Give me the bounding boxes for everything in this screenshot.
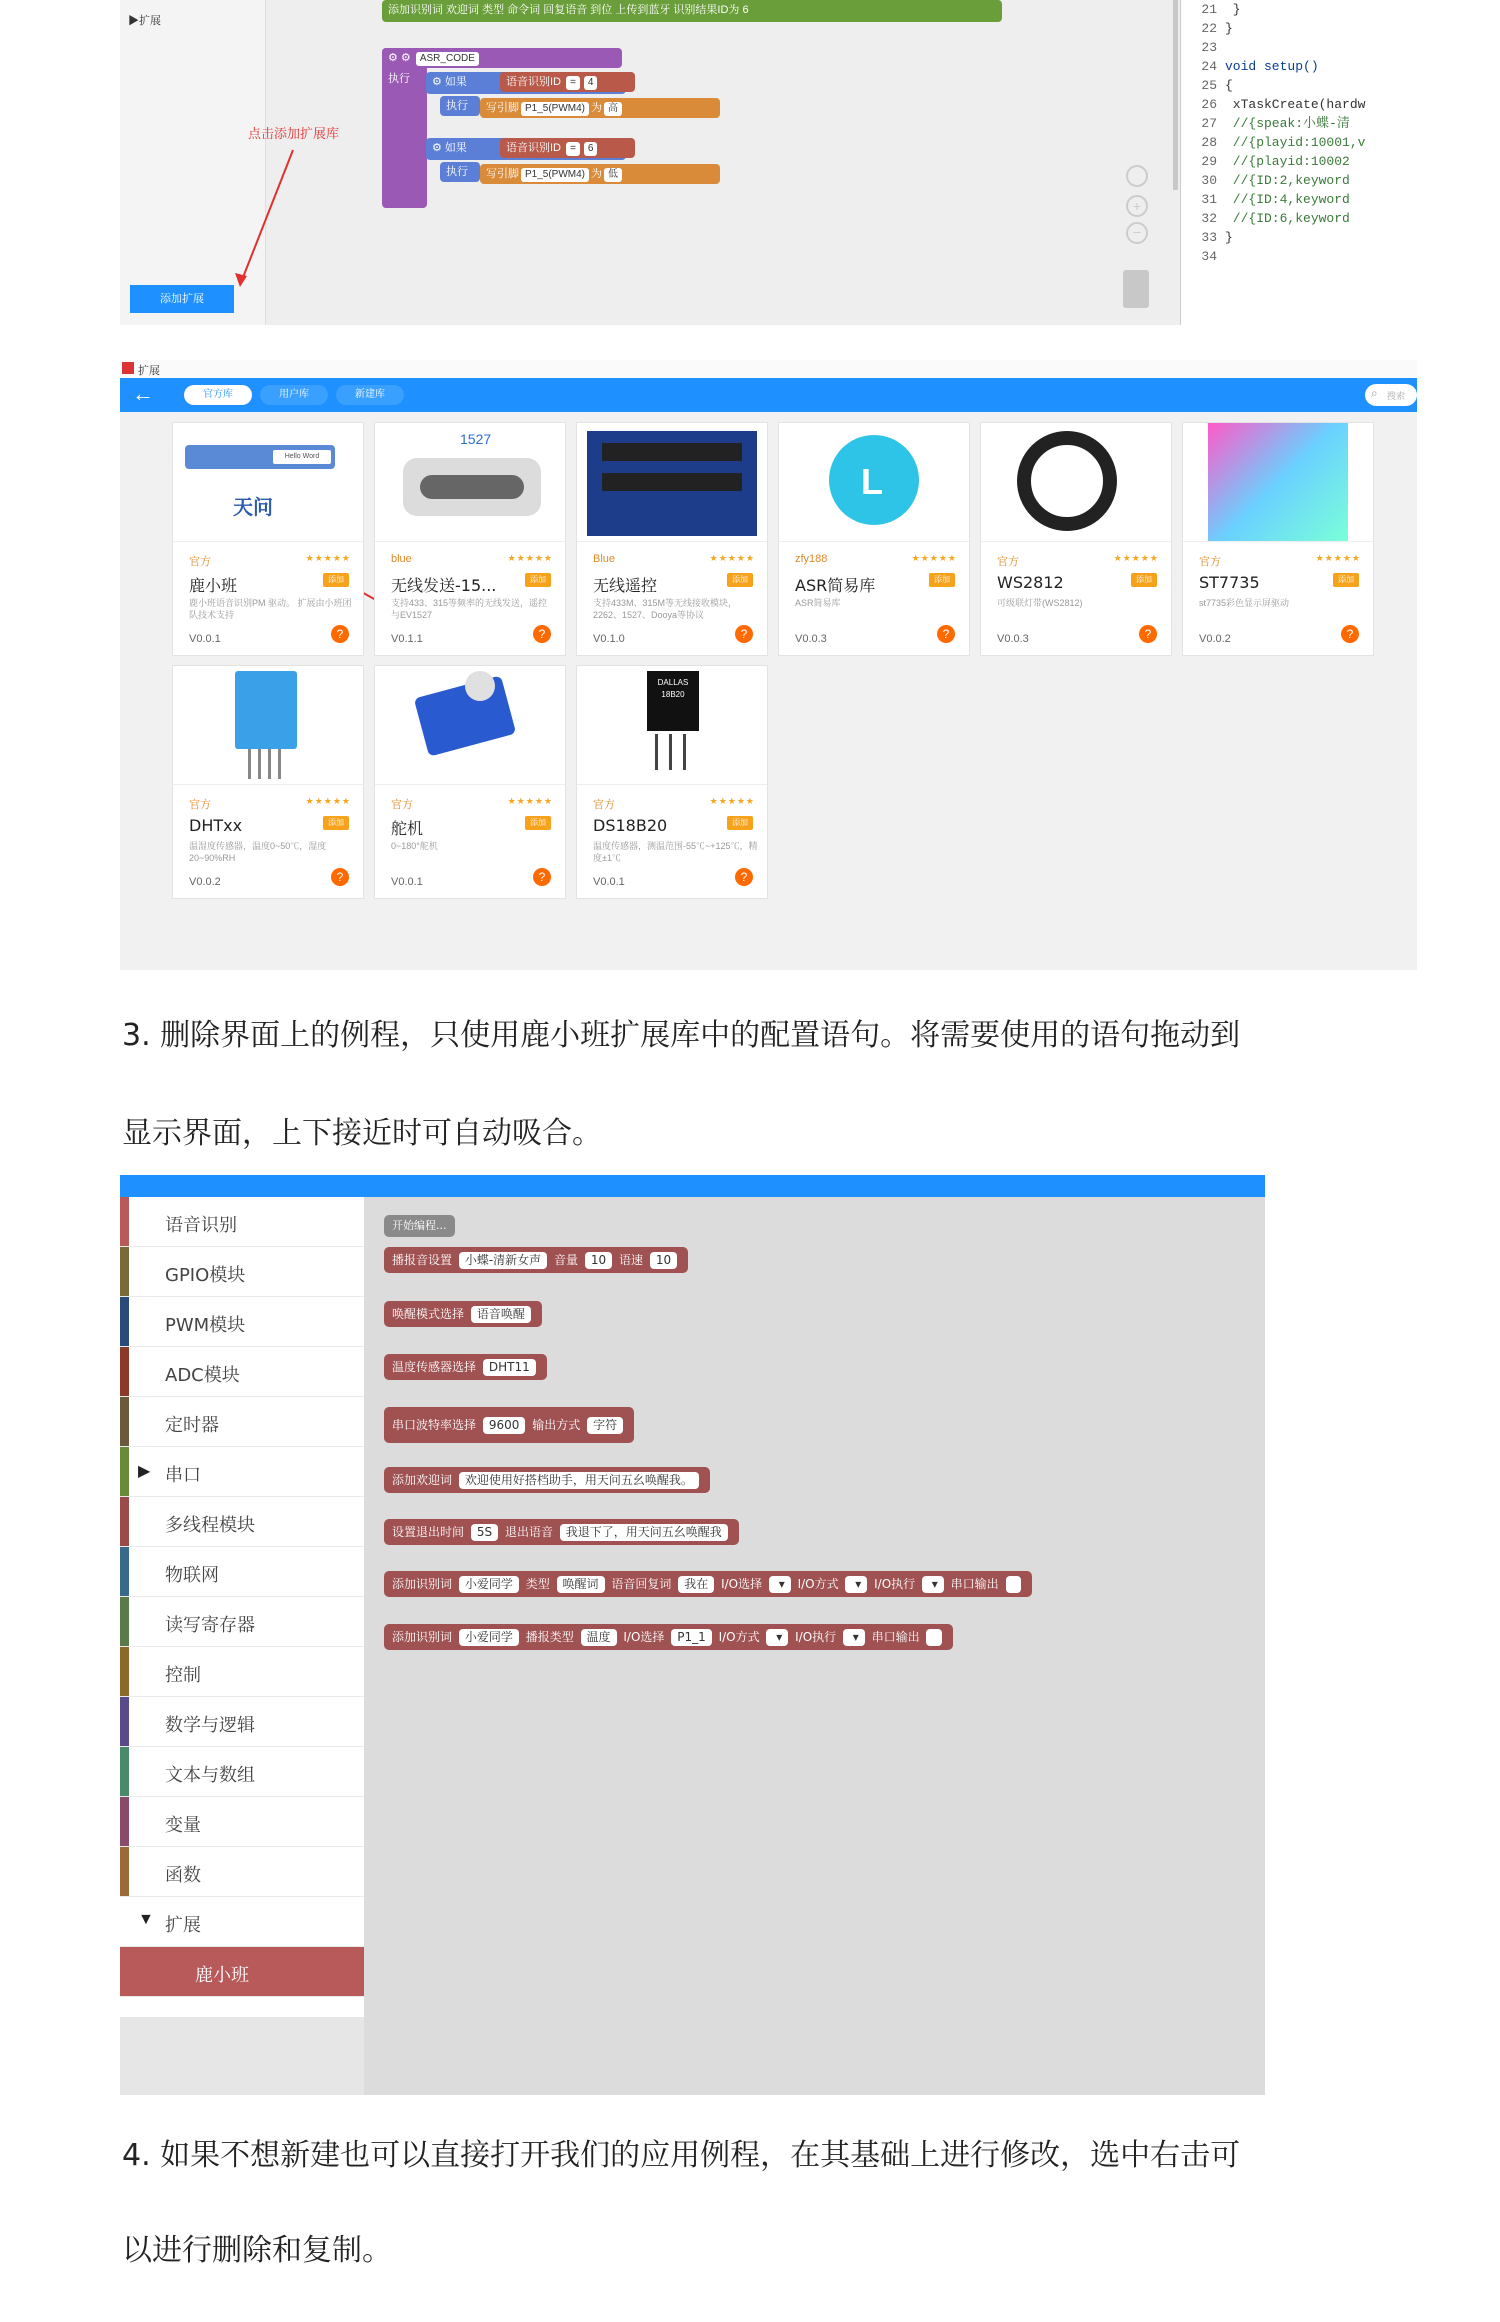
workspace-scrollbar[interactable] (1173, 0, 1178, 190)
category-item[interactable] (120, 1347, 364, 1397)
expand-arrow-icon[interactable]: ▼ (138, 1911, 154, 1928)
line-number: 23 (1201, 40, 1217, 55)
card-add-button[interactable]: 添加 (323, 816, 349, 830)
code-line[interactable] (1181, 133, 1417, 152)
wake-mode-block[interactable]: 唤醒模式选择 语音唤醒 (384, 1301, 542, 1327)
type-select-2[interactable]: 温度 (581, 1629, 617, 1646)
category-label: 定时器 (165, 1415, 219, 1436)
rating-stars-icon: ★★★★★ (709, 796, 755, 806)
extension-card-dhtxx[interactable] (172, 665, 364, 899)
code-text: //{ID:6,keyword (1225, 211, 1350, 226)
top-green-block[interactable]: 添加识别词 欢迎词 类型 命令词 回复语音 到位 上传到蓝牙 识别结果ID为 6 (382, 0, 1002, 22)
volume-select[interactable]: 10 (585, 1252, 612, 1269)
card-source: 官方 (391, 799, 413, 811)
category-label: 函数 (165, 1865, 201, 1886)
card-image (1183, 423, 1373, 542)
ext-title: 扩展 (138, 365, 160, 377)
help-icon[interactable]: ? (937, 625, 955, 643)
speed-select[interactable]: 10 (650, 1252, 677, 1269)
rating-stars-icon: ★★★★★ (911, 553, 957, 563)
back-arrow-icon[interactable]: ← (132, 381, 154, 406)
category-item[interactable] (120, 1697, 364, 1747)
category-color-bar (120, 1247, 129, 1296)
io-mode-select-1[interactable]: ▾ (845, 1576, 867, 1593)
serial-checkbox-2[interactable] (926, 1629, 942, 1646)
collapse-arrow-icon[interactable]: ▶ (138, 1463, 151, 1480)
line-number: 29 (1201, 154, 1217, 169)
help-icon[interactable]: ? (331, 868, 349, 886)
code-text: } (1225, 230, 1233, 245)
io-exec-select-2[interactable]: ▾ (843, 1629, 865, 1646)
editor-top-bar (120, 1175, 1265, 1197)
card-image-text: L (861, 461, 883, 502)
step3-line2: 显示界面，上下接近时可自动吸合。 (122, 1116, 602, 1151)
category-color-bar (120, 1397, 129, 1446)
card-name: DS18B20 (593, 816, 668, 835)
sidebar-ext-label[interactable]: ▶扩展 (128, 15, 161, 27)
code-text: } (1225, 21, 1233, 36)
rating-stars-icon: ★★★★★ (1113, 553, 1159, 563)
help-icon[interactable]: ? (735, 625, 753, 643)
output-mode-select[interactable]: 字符 (587, 1417, 623, 1434)
card-add-button[interactable]: 添加 (929, 573, 955, 587)
line-number: 27 (1201, 116, 1217, 131)
rating-stars-icon: ★★★★★ (507, 796, 553, 806)
exec-label: 执行 (388, 73, 410, 85)
welcome-word-block[interactable]: 添加欢迎词 欢迎使用好搭档助手，用天问五幺唤醒我。 (384, 1467, 710, 1493)
extension-card-wireless-send[interactable] (374, 422, 566, 656)
card-version: V0.1.0 (593, 633, 625, 645)
card-source: 官方 (189, 799, 211, 811)
category-list (120, 1197, 364, 2017)
card-version: V0.1.1 (391, 633, 423, 645)
temp-sensor-block[interactable]: 温度传感器选择 DHT11 (384, 1354, 547, 1380)
extension-card-wireless-remote[interactable] (576, 422, 768, 656)
code-line[interactable] (1181, 76, 1417, 95)
if-block-2[interactable]: ⚙ 如果 (426, 138, 626, 160)
card-source: 官方 (593, 799, 615, 811)
code-line[interactable] (1181, 57, 1417, 76)
category-item[interactable] (120, 1647, 364, 1697)
recognition-word-block-2[interactable]: 添加识别词 小爱同学 播报类型 温度 I/O选择 P1_1 I/O方式 ▾ I/O执行 ▾ 串口输出 (384, 1624, 953, 1650)
category-label: 数学与逻辑 (165, 1715, 255, 1736)
card-image-text: Hello Word (273, 450, 331, 464)
card-image (173, 666, 363, 785)
extension-card-luxiaoban[interactable] (172, 422, 364, 656)
line-number: 30 (1201, 173, 1217, 188)
code-text: //{ID:4,keyword (1225, 192, 1350, 207)
category-item[interactable] (120, 1847, 364, 1897)
extension-card-servo[interactable] (374, 665, 566, 899)
card-version: V0.0.2 (1199, 633, 1231, 645)
io-exec-select-1[interactable]: ▾ (922, 1576, 944, 1593)
line-number: 26 (1201, 97, 1217, 112)
category-color-bar (120, 1697, 129, 1746)
code-line[interactable] (1181, 171, 1417, 190)
category-label: GPIO模块 (165, 1265, 246, 1286)
category-label: 变量 (165, 1815, 201, 1836)
serial-checkbox-1[interactable] (1006, 1576, 1022, 1593)
code-text: { (1225, 78, 1233, 93)
help-icon[interactable]: ? (1139, 625, 1157, 643)
card-description: 温度传感器，测温范围-55℃~+125℃，精度±1℃ (593, 841, 758, 863)
step3-line1: 3. 删除界面上的例程，只使用鹿小班扩展库中的配置语句。将需要使用的语句拖动到 (122, 1018, 1241, 1053)
category-color-bar (120, 1847, 129, 1896)
card-source: 官方 (189, 556, 211, 568)
card-add-button[interactable]: 添加 (525, 816, 551, 830)
ext-title-bar (120, 360, 1417, 378)
line-number: 31 (1201, 192, 1217, 207)
code-text: void setup() (1225, 59, 1319, 74)
category-color-bar (120, 1547, 129, 1596)
tab-user[interactable]: 用户库 (260, 385, 328, 405)
card-image (577, 423, 767, 542)
extension-card-st7735[interactable] (1182, 422, 1374, 656)
block-editor-panel (120, 1175, 1265, 2095)
reply-input[interactable]: 我在 (678, 1576, 714, 1593)
card-version: V0.0.1 (593, 876, 625, 888)
category-item[interactable] (120, 1197, 364, 1247)
card-add-button[interactable]: 添加 (323, 573, 349, 587)
category-label: 串口 (165, 1465, 201, 1486)
help-icon[interactable]: ? (533, 868, 551, 886)
io-select-2[interactable]: P1_1 (671, 1629, 712, 1646)
card-version: V0.0.1 (391, 876, 423, 888)
step4-line2: 以进行删除和复制。 (122, 2233, 392, 2268)
code-text: //{speak:小蝶-清 (1225, 116, 1350, 131)
category-color-bar (120, 1197, 129, 1246)
card-name: 无线发送-15... (391, 576, 497, 595)
line-number: 21 (1201, 2, 1217, 17)
exit-time-select[interactable]: 5S (471, 1524, 498, 1541)
voice-setting-block[interactable]: 播报音设置 小蝶-清新女声 音量 10 语速 10 (384, 1247, 688, 1273)
block-workspace (364, 1197, 1265, 2095)
card-add-button[interactable]: 添加 (1333, 573, 1359, 587)
rating-stars-icon: ★★★★★ (305, 553, 351, 563)
code-line[interactable] (1181, 114, 1417, 133)
category-item[interactable] (120, 1297, 364, 1347)
card-version: V0.0.3 (997, 633, 1029, 645)
step4-line1: 4. 如果不想新建也可以直接打开我们的应用例程，在其基础上进行修改，选中右击可 (122, 2138, 1241, 2173)
card-source: 官方 (997, 556, 1019, 568)
line-number: 22 (1201, 21, 1217, 36)
category-label: 控制 (165, 1665, 201, 1686)
code-text: //{playid:10002 (1225, 154, 1350, 169)
code-text: //{ID:2,keyword (1225, 173, 1350, 188)
rating-stars-icon: ★★★★★ (305, 796, 351, 806)
card-add-button[interactable]: 添加 (727, 573, 753, 587)
card-source: Blue (593, 553, 616, 565)
line-number: 24 (1201, 59, 1217, 74)
card-name: DHTxx (189, 816, 243, 835)
temp-sensor-select[interactable]: DHT11 (483, 1359, 536, 1376)
card-source: 官方 (1199, 556, 1221, 568)
category-item[interactable] (120, 1797, 364, 1847)
category-item[interactable] (120, 1747, 364, 1797)
card-image (375, 423, 565, 542)
add-extension-callout: 点击添加扩展库 (248, 126, 340, 141)
recenter-icon[interactable] (1126, 165, 1148, 187)
line-number: 25 (1201, 78, 1217, 93)
trash-icon[interactable] (1123, 270, 1149, 308)
code-text: } (1225, 2, 1241, 17)
card-version: V0.0.3 (795, 633, 827, 645)
category-color-bar (120, 1297, 129, 1346)
card-image-text: 1527 (460, 431, 492, 447)
asr-id-compare-1[interactable]: 语音识别ID = 4 (500, 72, 635, 92)
category-label: 文本与数组 (165, 1765, 255, 1786)
type-select-1[interactable]: 唤醒词 (557, 1576, 605, 1593)
code-panel (1180, 0, 1417, 325)
if-block-1[interactable]: ⚙ 如果 (426, 72, 626, 94)
category-label: 扩展 (165, 1915, 201, 1936)
card-name: ST7735 (1199, 573, 1260, 592)
word-input-2[interactable]: 小爱同学 (459, 1629, 519, 1646)
help-icon[interactable]: ? (533, 625, 551, 643)
app-logo-icon (122, 362, 134, 374)
card-image (375, 666, 565, 785)
category-item[interactable] (120, 1447, 364, 1497)
category-color-bar (120, 1497, 129, 1546)
card-image (577, 666, 767, 785)
voice-select[interactable]: 小蝶-清新女声 (459, 1252, 547, 1269)
zoom-in-icon[interactable]: + (1126, 195, 1148, 217)
category-color-bar (120, 1797, 129, 1846)
exit-voice-input[interactable]: 我退下了，用天问五幺唤醒我 (560, 1524, 728, 1541)
baud-rate-block[interactable]: 串口波特率选择 9600 输出方式 字符 (384, 1407, 634, 1443)
card-source: blue (391, 553, 412, 565)
category-item[interactable] (120, 1597, 364, 1647)
extension-card-ws2812[interactable] (980, 422, 1172, 656)
wake-mode-select[interactable]: 语音唤醒 (471, 1306, 531, 1323)
card-name: WS2812 (997, 573, 1064, 592)
category-item[interactable] (120, 1397, 364, 1447)
category-item[interactable] (120, 1547, 364, 1597)
card-description: 鹿小班语音识别PM 驱动。 扩展由小班团队技术支持 (189, 598, 352, 620)
recognition-word-block-1[interactable]: 添加识别词 小爱同学 类型 唤醒词 语音回复词 我在 I/O选择 ▾ I/O方式 ▾ I/O执行 ▾ 串口输出 (384, 1571, 1032, 1597)
card-name: 舵机 (391, 819, 424, 838)
card-image: Hello Word 天问 (173, 423, 363, 542)
rating-stars-icon: ★★★★★ (709, 553, 755, 563)
exec-label-2: 执行 (440, 162, 480, 182)
extension-card-asr-lib[interactable] (778, 422, 970, 656)
category-color-bar (120, 1747, 129, 1796)
category-color-bar (120, 1897, 129, 1946)
word-input-1[interactable]: 小爱同学 (459, 1576, 519, 1593)
write-pin-block-1[interactable]: 写引脚 P1_5(PWM4) 为 高 (480, 98, 720, 118)
card-add-button[interactable]: 添加 (1131, 573, 1157, 587)
card-version: V0.0.2 (189, 876, 221, 888)
card-image (981, 423, 1171, 542)
card-image (779, 423, 969, 542)
code-line[interactable] (1181, 0, 1417, 19)
help-icon[interactable]: ? (1341, 625, 1359, 643)
card-description: ASR简易库 (795, 598, 841, 608)
category-item-luxiaoban[interactable] (120, 1947, 364, 1997)
asr-code-block[interactable]: ⚙ ⚙ ASR_CODE (382, 48, 622, 68)
code-line[interactable] (1181, 228, 1417, 247)
card-name: ASR简易库 (795, 576, 876, 595)
code-line[interactable] (1181, 152, 1417, 171)
baud-rate-select[interactable]: 9600 (483, 1417, 526, 1434)
search-icon: ⌕ (1371, 386, 1378, 400)
card-description: st7735彩色显示屏驱动 (1199, 598, 1290, 608)
category-item[interactable] (120, 1247, 364, 1297)
card-description: 可级联灯带(WS2812) (997, 598, 1083, 608)
category-color-bar (120, 1647, 129, 1696)
card-description: 支持433、315等频率的无线发送，遥控与EV1527 (391, 598, 548, 620)
category-label: 语音识别 (165, 1215, 237, 1236)
category-label: 鹿小班 (195, 1965, 249, 1986)
category-label: PWM模块 (165, 1315, 246, 1336)
code-line[interactable] (1181, 19, 1417, 38)
write-pin-block-2[interactable]: 写引脚 P1_5(PWM4) 为 低 (480, 164, 720, 184)
card-add-button[interactable]: 添加 (727, 816, 753, 830)
card-description: 0~180°舵机 (391, 841, 438, 851)
extension-library-panel (120, 360, 1417, 970)
line-number: 33 (1201, 230, 1217, 245)
card-description: 支持433M、315M等无线接收模块，2262、1527、Dooya等协议 (593, 598, 738, 620)
card-version: V0.0.1 (189, 633, 221, 645)
add-extension-button[interactable]: 添加扩展 (130, 285, 234, 313)
category-item[interactable] (120, 1497, 364, 1547)
line-number: 32 (1201, 211, 1217, 226)
category-label: 物联网 (165, 1565, 219, 1586)
extension-card-ds18b20[interactable] (576, 665, 768, 899)
start-block[interactable]: 开始编程... (384, 1215, 455, 1237)
help-icon[interactable]: ? (735, 868, 753, 886)
category-color-bar (120, 1597, 129, 1646)
zoom-out-icon[interactable]: − (1126, 222, 1148, 244)
exec-label-1: 执行 (440, 96, 480, 116)
top-editor-screenshot (120, 0, 1417, 325)
tab-new[interactable]: 新建库 (336, 385, 404, 405)
card-name: 无线遥控 (593, 576, 658, 595)
rating-stars-icon: ★★★★★ (507, 553, 553, 563)
line-number: 28 (1201, 135, 1217, 150)
tab-official[interactable]: 官方库 (184, 385, 252, 405)
category-color-bar (120, 1447, 129, 1496)
rating-stars-icon: ★★★★★ (1315, 553, 1361, 563)
code-line[interactable] (1181, 209, 1417, 228)
code-text: xTaskCreate(hardw (1225, 97, 1366, 112)
io-mode-select-2[interactable]: ▾ (766, 1629, 788, 1646)
category-label: 读写寄存器 (165, 1615, 255, 1636)
help-icon[interactable]: ? (331, 625, 349, 643)
code-line[interactable] (1181, 190, 1417, 209)
category-item[interactable] (120, 1897, 364, 1947)
card-description: 温湿度传感器，温度0~50℃，湿度20~90%RH (189, 841, 327, 863)
category-color-bar (120, 1347, 129, 1396)
code-line[interactable] (1181, 95, 1417, 114)
io-select-1[interactable]: ▾ (769, 1576, 791, 1593)
card-name: 鹿小班 (189, 576, 238, 595)
callout-arrow-icon (175, 135, 315, 295)
category-label: 多线程模块 (165, 1515, 255, 1536)
card-source: zfy188 (795, 553, 828, 565)
search-box[interactable] (1365, 384, 1417, 406)
code-line[interactable] (1181, 38, 1417, 57)
card-add-button[interactable]: 添加 (525, 573, 551, 587)
code-text: //{playid:10001,v (1225, 135, 1366, 150)
asr-id-compare-2[interactable]: 语音识别ID = 6 (500, 138, 635, 158)
ext-nav-bar (120, 378, 1417, 412)
card-image-text: DALLAS 18B20 (647, 671, 699, 731)
exit-time-block[interactable]: 设置退出时间 5S 退出语音 我退下了，用天问五幺唤醒我 (384, 1519, 739, 1545)
line-number: 34 (1201, 249, 1217, 264)
welcome-word-input[interactable]: 欢迎使用好搭档助手，用天问五幺唤醒我。 (459, 1472, 699, 1489)
code-line[interactable] (1181, 247, 1417, 266)
category-label: ADC模块 (165, 1365, 240, 1386)
search-placeholder: 搜索 (1387, 391, 1406, 401)
